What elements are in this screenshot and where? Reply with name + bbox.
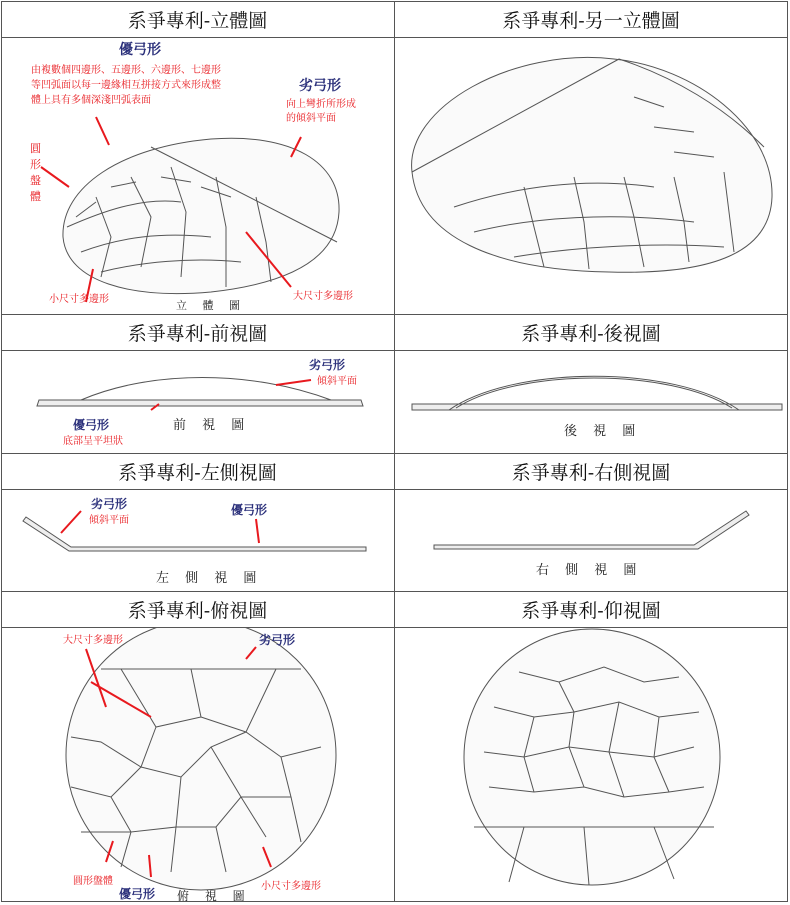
left-minor-arc-title: 劣弓形	[91, 497, 128, 511]
iso1-disc-char-4: 體	[30, 190, 41, 203]
top-view-drawing	[1, 627, 394, 902]
top-large-polygon-label: 大尺寸多邊形	[63, 635, 123, 646]
iso1-major-arc-title: 優弓形	[119, 42, 161, 58]
back-view-cell	[394, 350, 788, 453]
iso1-minor-arc-title: 劣弓形	[299, 78, 341, 94]
header-top: 系爭專利-俯視圖	[127, 599, 268, 622]
iso1-disc-char-2: 形	[30, 158, 41, 171]
header-back: 系爭專利-後視圖	[521, 322, 661, 345]
header-iso1: 系爭專利-立體圖	[127, 9, 268, 32]
iso1-disc-char-3: 盤	[30, 174, 41, 187]
header-front: 系爭專利-前視圖	[127, 322, 268, 345]
iso-view-2-cell	[394, 37, 788, 314]
header-right: 系爭專利-右側視圖	[511, 461, 671, 484]
left-caption: 左 側 視 圖	[156, 571, 263, 586]
patent-comparison-table	[1, 1, 788, 902]
left-view-cell	[1, 489, 394, 591]
iso1-major-arc-desc-3: 體上具有多個深淺凹弧表面	[31, 95, 151, 106]
iso1-minor-arc-desc-1: 向上彎折所形成	[286, 99, 356, 110]
header-iso2: 系爭專利-另一立體圖	[502, 9, 680, 32]
top-small-polygon-label: 小尺寸多邊形	[261, 881, 321, 892]
top-caption: 俯 視 圖	[177, 889, 251, 902]
iso1-disc-char-1: 圓	[30, 142, 41, 155]
iso1-large-polygon-label: 大尺寸多邊形	[293, 291, 353, 302]
front-caption: 前 視 圖	[173, 418, 251, 433]
top-major-arc-label: 優弓形	[119, 887, 156, 901]
iso1-minor-arc-desc-2: 的傾斜平面	[286, 113, 336, 124]
iso-view-2-drawing	[394, 37, 788, 314]
top-view-cell	[1, 627, 394, 902]
front-view-cell	[1, 350, 394, 453]
front-minor-arc-title: 劣弓形	[309, 358, 346, 372]
front-minor-arc-desc: 傾斜平面	[317, 376, 357, 387]
front-major-arc-desc: 底部呈平坦狀	[63, 436, 123, 447]
front-major-arc-title: 優弓形	[73, 418, 110, 432]
left-major-arc-title: 優弓形	[231, 503, 268, 517]
top-disc-label: 圓形盤體	[73, 876, 113, 887]
iso1-small-polygon-label: 小尺寸多邊形	[49, 294, 109, 305]
iso1-major-arc-desc-2: 等凹弧面以每一邊緣相互拼接方式來形成整	[31, 80, 221, 91]
iso1-major-arc-desc-1: 由複數個四邊形、五邊形、六邊形、七邊形	[31, 65, 221, 76]
bottom-view-cell	[394, 627, 788, 902]
back-caption: 後 視 圖	[564, 424, 642, 439]
right-caption: 右 側 視 圖	[536, 563, 643, 578]
top-minor-arc-label: 劣弓形	[259, 633, 296, 647]
right-view-cell	[394, 489, 788, 591]
header-left: 系爭專利-左側視圖	[118, 461, 277, 484]
header-bottom: 系爭專利-仰視圖	[521, 599, 661, 622]
iso-view-1-cell	[1, 37, 394, 314]
iso1-caption: 立 體 圖	[176, 299, 246, 312]
left-minor-arc-desc: 傾斜平面	[89, 515, 129, 526]
bottom-view-drawing	[394, 627, 788, 902]
